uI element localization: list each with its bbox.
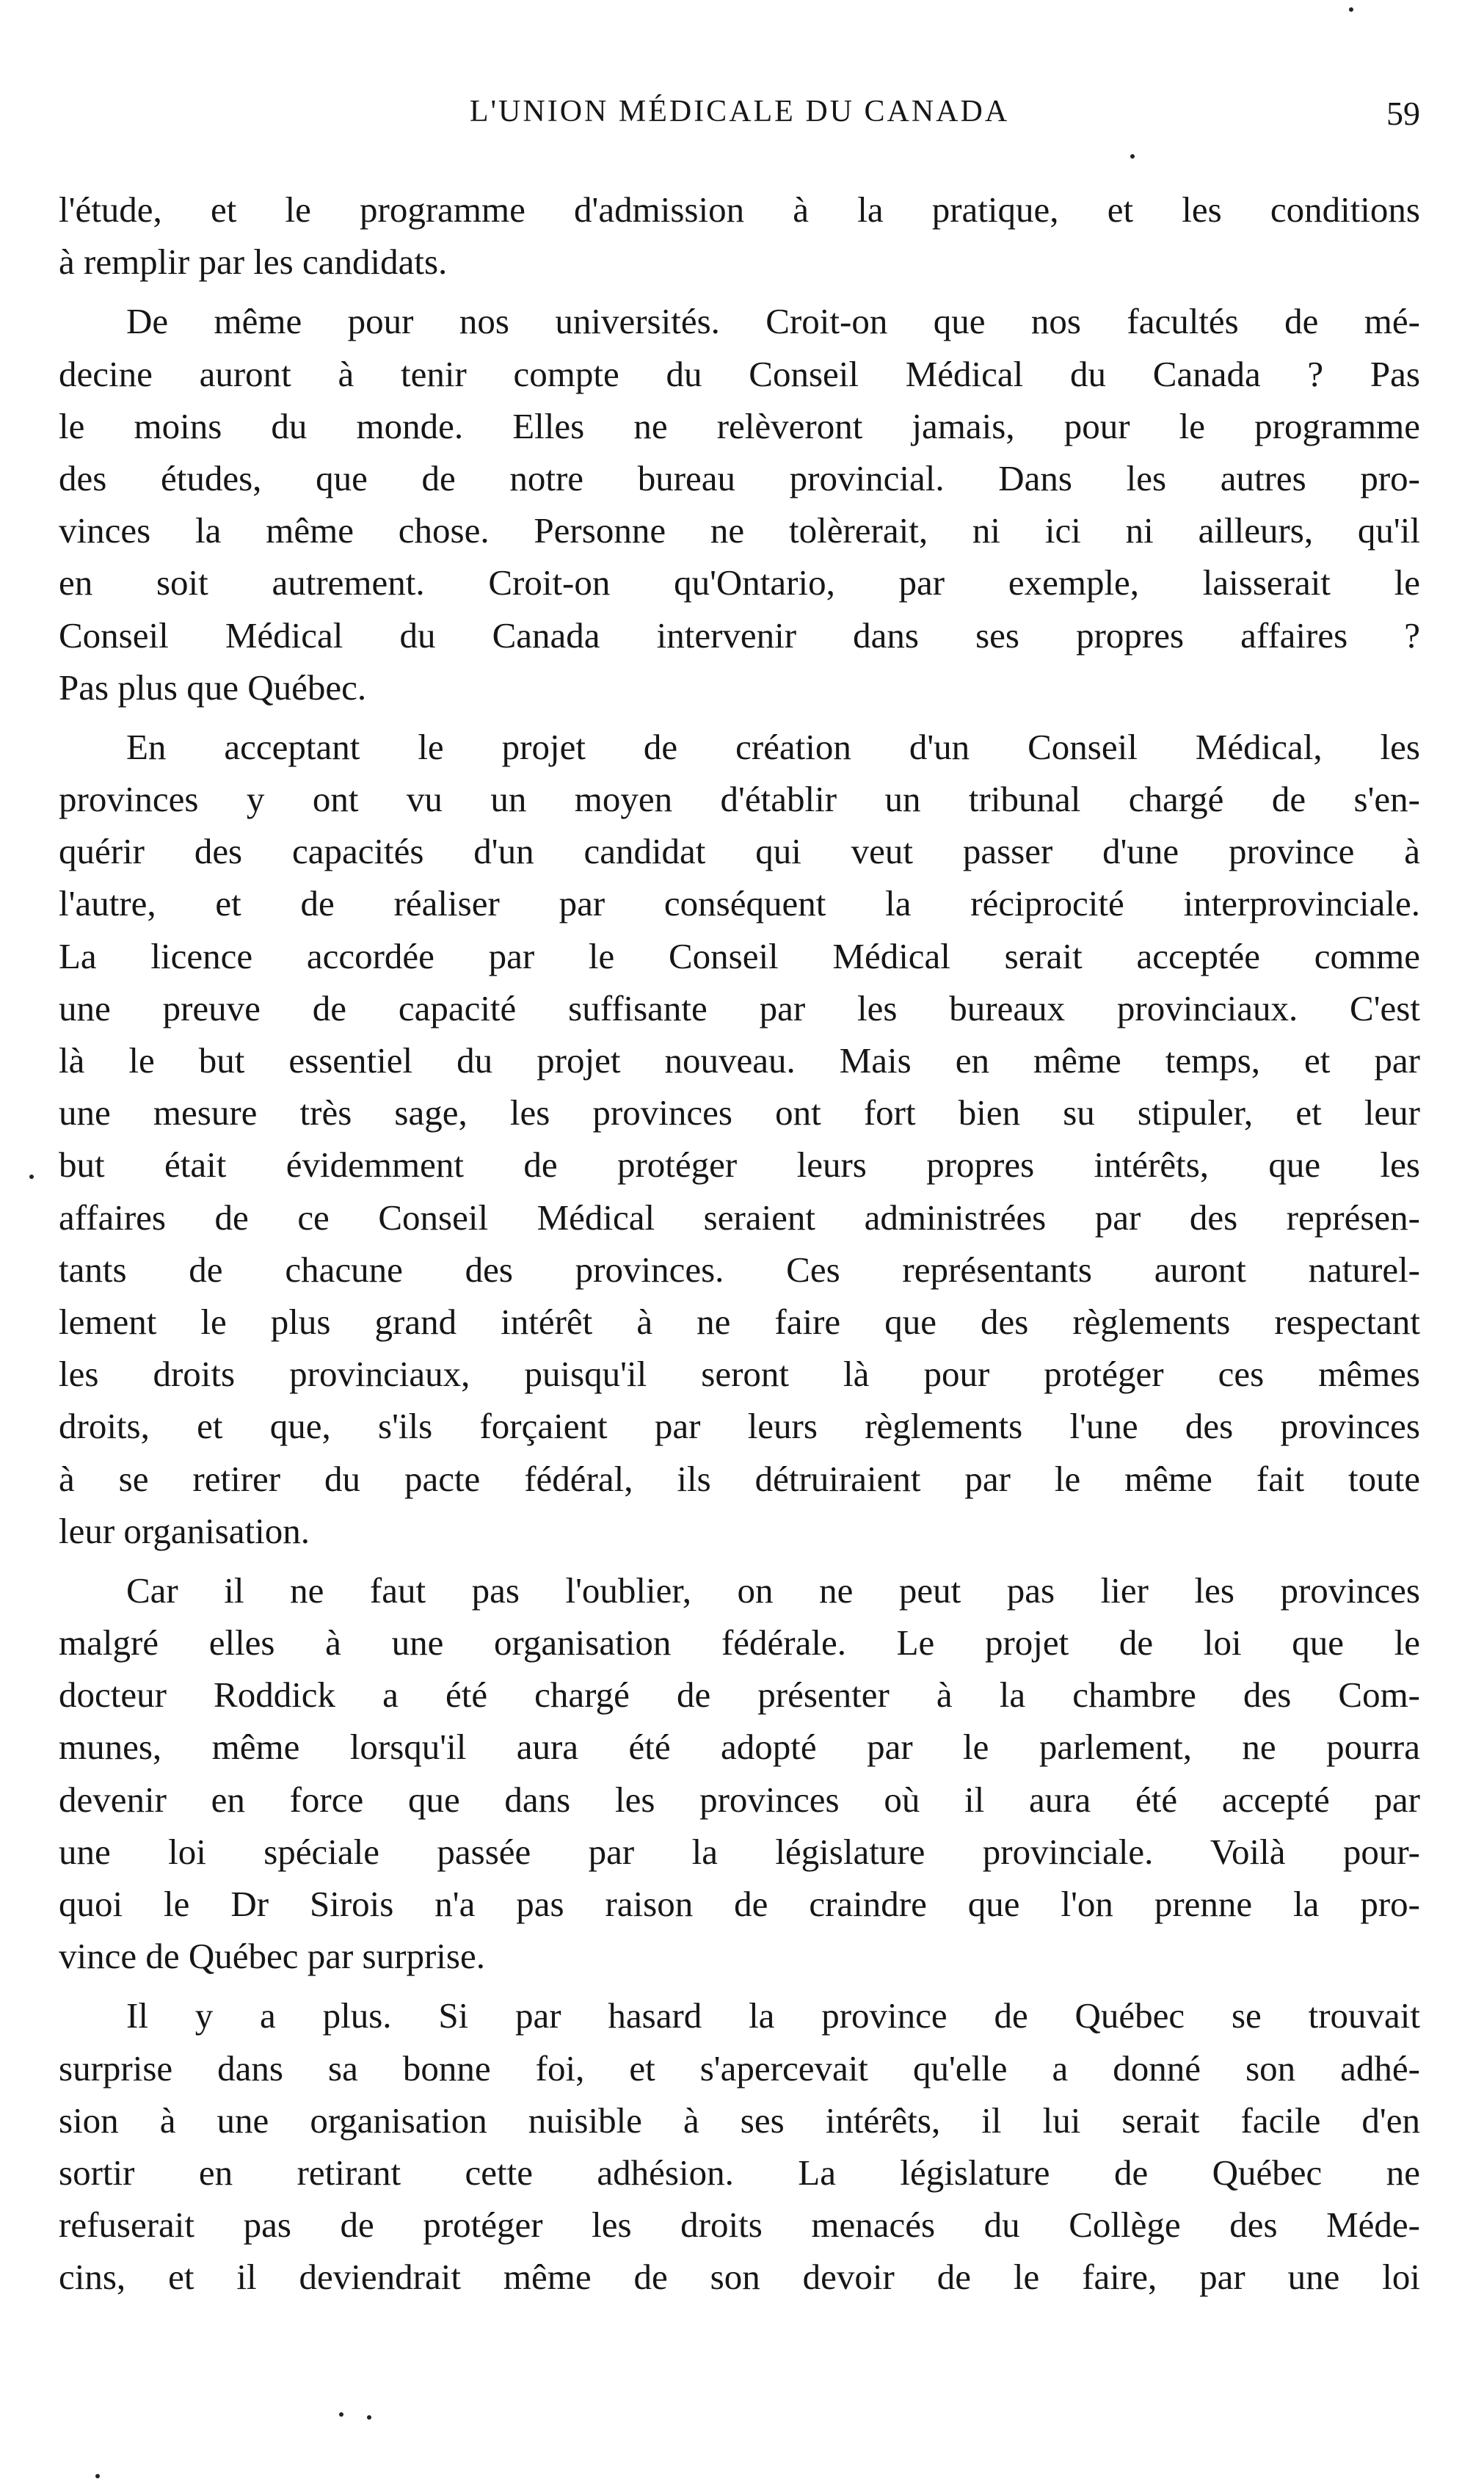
text-line: les droits provinciaux, puisqu'il seront là pour protéger ces mêmes <box>59 1354 1420 1395</box>
page-number: 59 <box>1386 95 1420 132</box>
print-speck <box>367 2415 371 2420</box>
paragraph <box>59 1564 1420 1983</box>
text-line: but était évidemment de protéger leurs propres intérêts, que les <box>59 1144 1420 1186</box>
running-header <box>59 94 1420 145</box>
print-speck <box>29 1175 34 1179</box>
text-line: Conseil Médical du Canada intervenir dans ses propres affaires ? <box>59 614 1420 656</box>
text-line: Pas plus que Québec. <box>59 667 367 708</box>
text-line: sortir en retirant cette adhésion. La législature de Québec ne <box>59 2152 1420 2193</box>
print-speck <box>95 2474 100 2478</box>
text-line: docteur Roddick a été chargé de présenter à la chambre des Com- <box>59 1674 1420 1716</box>
print-speck <box>1130 154 1135 159</box>
journal-title: L'UNION MÉDICALE DU CANADA <box>469 95 1010 128</box>
text-line: le moins du monde. Elles ne relèveront jamais, pour le programme <box>59 405 1420 446</box>
text-line: quérir des capacités d'un candidat qui veut passer d'une province à <box>59 831 1420 872</box>
text-line: cins, et il deviendrait même de son devoir de le faire, par une loi <box>59 2257 1420 2298</box>
text-line: vince de Québec par surprise. <box>59 1936 485 1977</box>
print-speck <box>1349 7 1353 12</box>
text-line: sion à une organisation nuisible à ses intérêts, il lui serait facile d'en <box>59 2100 1420 2141</box>
text-line: en soit autrement. Croit-on qu'Ontario, par exemple, laisserait le <box>59 562 1420 603</box>
text-line: à remplir par les candidats. <box>59 242 448 283</box>
text-line: provinces y ont vu un moyen d'établir un tribunal chargé de s'en- <box>59 779 1420 820</box>
text-line: une loi spéciale passée par la législature provinciale. Voilà pour- <box>59 1831 1420 1872</box>
print-speck <box>339 2412 343 2417</box>
text-line: une mesure très sage, les provinces ont fort bien su stipuler, et leur <box>59 1092 1420 1133</box>
paragraph-gap <box>59 1982 1420 1989</box>
text-line: affaires de ce Conseil Médical seraient administrées par des représen- <box>59 1197 1420 1238</box>
text-line: leur organisation. <box>59 1510 310 1551</box>
text-line: decine auront à tenir compte du Conseil Médical du Canada ? Pas <box>59 353 1420 394</box>
text-line: tants de chacune des provinces. Ces représentants auront naturel- <box>59 1249 1420 1290</box>
paragraph <box>59 184 1420 288</box>
text-line: devenir en force que dans les provinces où il aura été accepté par <box>59 1779 1420 1820</box>
text-line: vinces la même chose. Personne ne tolèrerait, ni ici ni ailleurs, qu'il <box>59 510 1420 551</box>
text-line: De même pour nos universités. Croit-on que nos facultés de mé- <box>126 301 1420 342</box>
paragraph-gap <box>59 714 1420 721</box>
text-line: malgré elles à une organisation fédérale. Le projet de loi que le <box>59 1622 1420 1663</box>
text-line: Car il ne faut pas l'oublier, on ne peut pas lier les provinces <box>126 1570 1420 1611</box>
text-line: En acceptant le projet de création d'un Conseil Médical, les <box>126 726 1420 767</box>
text-line: l'étude, et le programme d'admission à la pratique, et les conditions <box>59 189 1420 230</box>
text-line: surprise dans sa bonne foi, et s'apercevait qu'elle a donné son adhé- <box>59 2047 1420 2089</box>
text-line: quoi le Dr Sirois n'a pas raison de craindre que l'on prenne la pro- <box>59 1884 1420 1924</box>
text-line: des études, que de notre bureau provincial. Dans les autres pro- <box>59 457 1420 498</box>
text-line: une preuve de capacité suffisante par les bureaux provinciaux. C'est <box>59 987 1420 1028</box>
text-line: La licence accordée par le Conseil Médical serait acceptée comme <box>59 935 1420 976</box>
text-line: à se retirer du pacte fédéral, ils détruiraient par le même fait toute <box>59 1458 1420 1499</box>
text-line: refuserait pas de protéger les droits menacés du Collège des Méde- <box>59 2205 1420 2246</box>
paragraph <box>59 295 1420 714</box>
text-line: droits, et que, s'ils forçaient par leurs règlements l'une des provinces <box>59 1406 1420 1447</box>
paragraph-gap <box>59 1557 1420 1564</box>
text-line: l'autre, et de réaliser par conséquent la réciprocité interprovinciale. <box>59 883 1420 924</box>
paragraph <box>59 1989 1420 2303</box>
text-line: là le but essentiel du projet nouveau. Mais en même temps, et par <box>59 1040 1420 1081</box>
paragraph <box>59 721 1420 1557</box>
text-line: Il y a plus. Si par hasard la province de Québec se trouvait <box>126 1995 1420 2036</box>
text-line: lement le plus grand intérêt à ne faire que des règlements respectant <box>59 1301 1420 1342</box>
paragraph-gap <box>59 288 1420 295</box>
text-line: munes, même lorsqu'il aura été adopté par le parlement, ne pourra <box>59 1727 1420 1768</box>
body-text <box>59 184 1420 2304</box>
